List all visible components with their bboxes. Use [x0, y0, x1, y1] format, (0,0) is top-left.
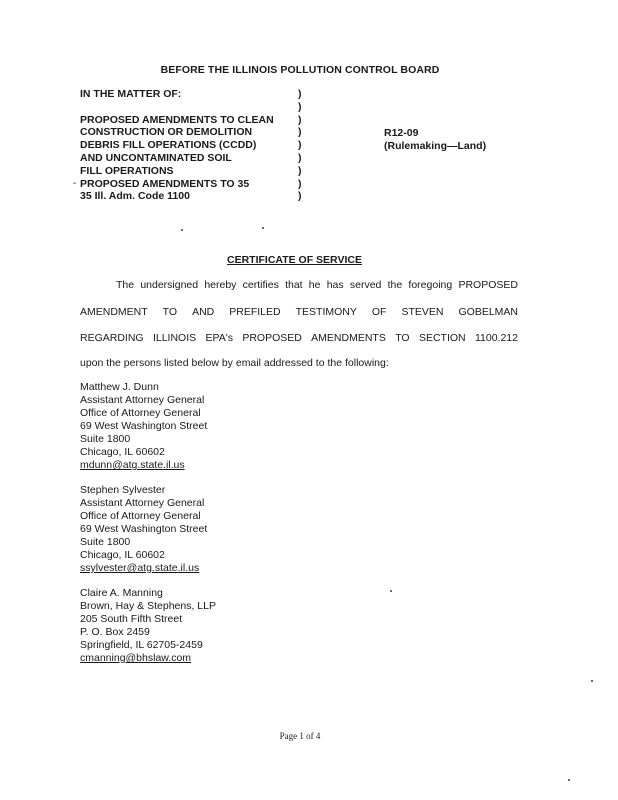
certificate-text-line-1 [80, 279, 518, 291]
address-line: Suite 1800 [80, 536, 131, 548]
word: TO [162, 306, 178, 318]
word: foregoing [408, 279, 453, 291]
word: hereby [204, 279, 237, 291]
recipient-email[interactable]: mdunn@atg.state.il.us [80, 459, 185, 471]
recipient-name: Matthew J. Dunn [80, 381, 159, 393]
caption-line: AND UNCONTAMINATED SOIL [80, 151, 232, 164]
address-line: Office of Attorney General [80, 510, 201, 522]
paren: ) [298, 126, 302, 139]
word: served [349, 279, 382, 291]
word: has [326, 279, 344, 291]
caption-line: 35 Ill. Adm. Code 1100 [80, 190, 190, 203]
caption-line: FILL OPERATIONS [80, 164, 174, 177]
caption-parentheses [298, 88, 302, 203]
address-line: Springfield, IL 62705-2459 [80, 639, 203, 651]
certificate-text-line-4: upon the persons listed below by email addressed to the following: [80, 357, 389, 369]
word: The [116, 279, 135, 291]
recipient-email[interactable]: cmanning@bhslaw.com [80, 652, 192, 664]
word: he [308, 279, 321, 291]
caption-line: PROPOSED AMENDMENTS TO CLEAN [80, 113, 274, 126]
recipient-name: Stephen Sylvester [80, 484, 166, 496]
certificate-heading: CERTIFICATE OF SERVICE [227, 254, 362, 266]
page-number-footer: Page 1 of 4 [279, 731, 321, 741]
word: AND [192, 306, 215, 318]
word: PREFILED [229, 306, 281, 318]
scan-speck [262, 227, 264, 229]
address-line: Assistant Attorney General [80, 394, 205, 406]
margin-dash-mark: - [73, 178, 77, 189]
paren: ) [298, 100, 302, 113]
address-line: 69 West Washington Street [80, 523, 208, 535]
word: that [285, 279, 303, 291]
paren: ) [298, 113, 302, 126]
word: PROPOSED [458, 279, 518, 291]
page-title: BEFORE THE ILLINOIS POLLUTION CONTROL BOARD [160, 64, 440, 76]
caption-line: PROPOSED AMENDMENTS TO 35 [80, 177, 250, 190]
word: EPA's [205, 332, 233, 344]
recipient-block [80, 587, 216, 665]
address-line: Chicago, IL 60602 [80, 549, 165, 561]
docket-info [384, 127, 486, 153]
address-line: Office of Attorney General [80, 407, 201, 419]
address-line: Suite 1800 [80, 433, 131, 445]
word: 1100.212 [474, 332, 518, 344]
address-line: Chicago, IL 60602 [80, 446, 165, 458]
certificate-text-line-2 [80, 306, 518, 318]
word: TESTIMONY [295, 306, 357, 318]
address-line: Brown, Hay & Stephens, LLP [80, 600, 216, 612]
certificate-text-line-3 [80, 332, 518, 344]
caption-line [80, 101, 274, 114]
paren: ) [298, 88, 302, 100]
word: OF [371, 306, 387, 318]
word: STEVEN [401, 306, 444, 318]
address-line: Assistant Attorney General [80, 497, 205, 509]
word: TO [395, 332, 410, 344]
recipient-block [80, 484, 207, 575]
word: AMENDMENTS [311, 332, 386, 344]
recipient-email[interactable]: ssylvester@atg.state.il.us [80, 562, 200, 574]
docket-type: (Rulemaking—Land) [384, 139, 487, 152]
word: REGARDING [80, 332, 144, 344]
caption-line: CONSTRUCTION OR DEMOLITION [80, 126, 253, 139]
scan-speck [181, 229, 183, 231]
address-line: P. O. Box 2459 [80, 626, 150, 638]
case-caption [80, 88, 274, 203]
word: SECTION [418, 332, 466, 344]
address-line: 205 South Fifth Street [80, 613, 183, 625]
word: ILLINOIS [152, 332, 197, 344]
paren: ) [298, 177, 302, 190]
paren: ) [298, 139, 302, 152]
paren: ) [298, 151, 302, 164]
recipient-name: Claire A. Manning [80, 587, 163, 599]
paren: ) [298, 190, 302, 203]
scan-speck [591, 680, 593, 682]
docket-number: R12-09 [384, 127, 419, 139]
recipient-block [80, 381, 207, 472]
scan-speck [568, 779, 570, 781]
address-line: 69 West Washington Street [80, 420, 208, 432]
scan-speck [390, 590, 392, 592]
word: the [387, 279, 403, 291]
caption-line: IN THE MATTER OF: [80, 88, 182, 100]
word: GOBELMAN [458, 306, 518, 318]
paren: ) [298, 164, 302, 177]
word: certifies [242, 279, 279, 291]
word: PROPOSED [242, 332, 302, 344]
caption-line: DEBRIS FILL OPERATIONS (CCDD) [80, 139, 257, 152]
word: AMENDMENT [80, 306, 148, 318]
word: undersigned [140, 279, 199, 291]
